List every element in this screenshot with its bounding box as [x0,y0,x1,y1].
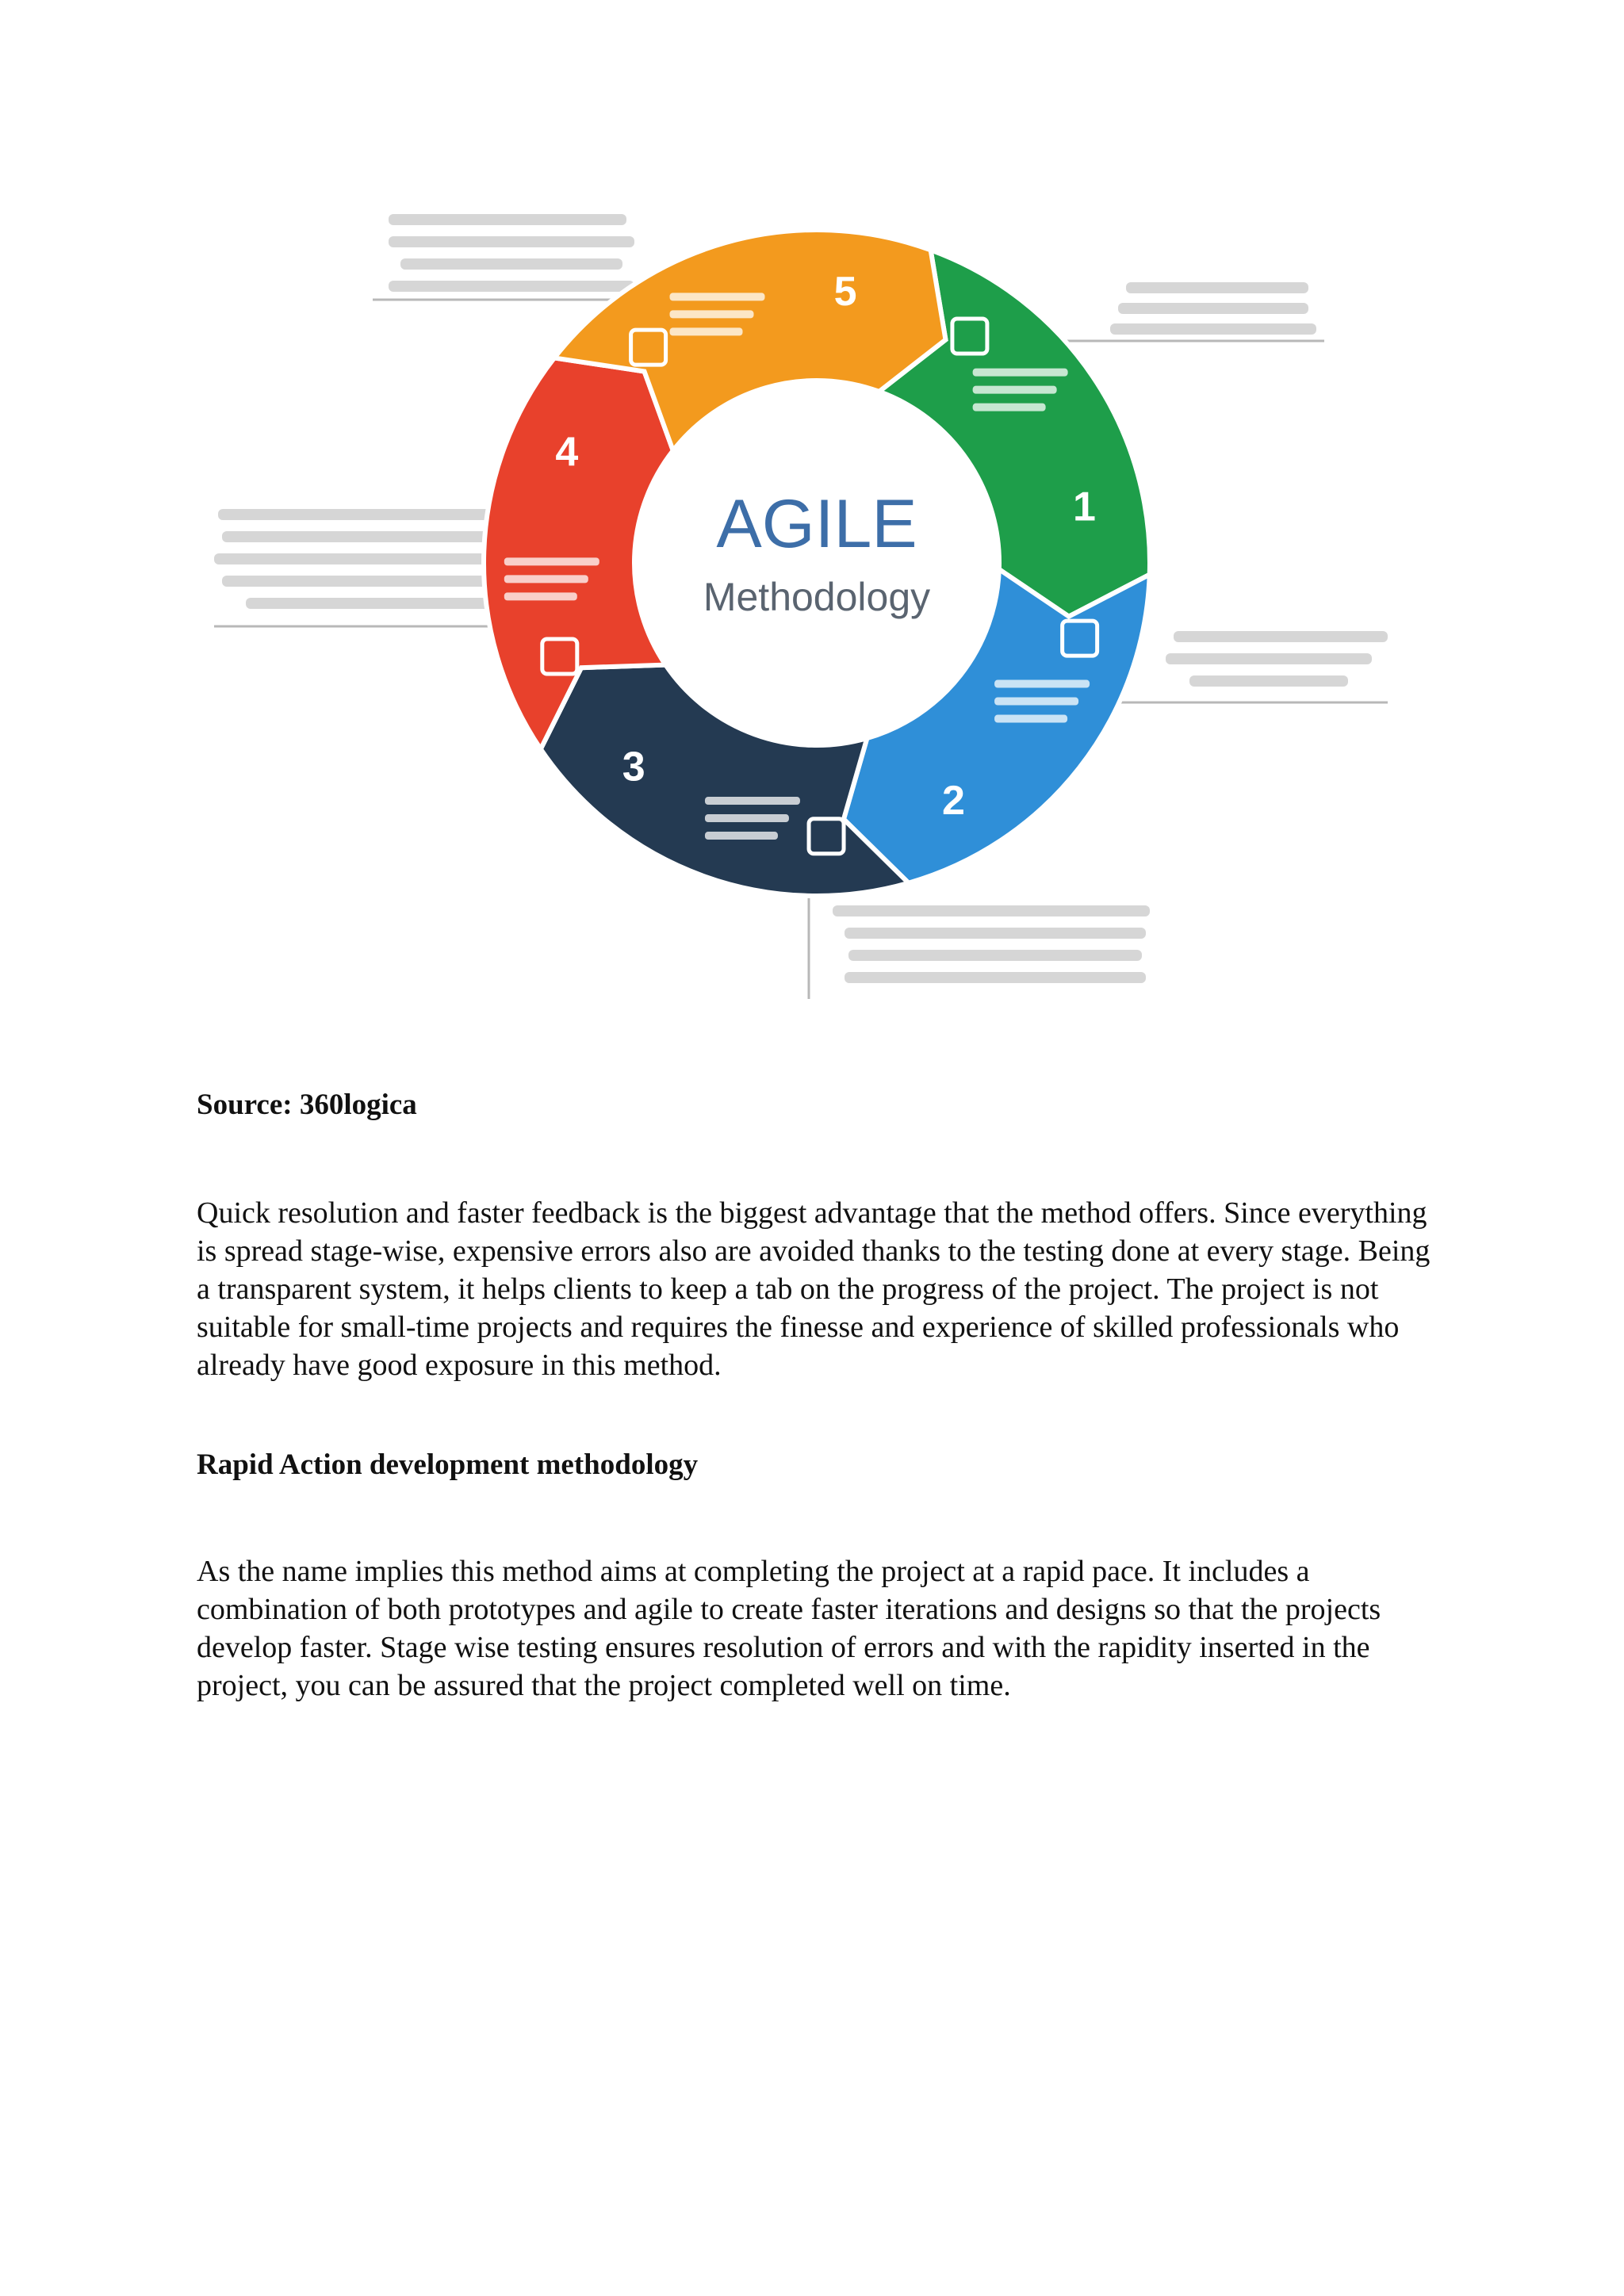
segment-text-placeholder [504,575,588,583]
segment-text-placeholder [504,557,599,565]
segment-text-placeholder [705,797,800,805]
center-title: AGILE [716,486,917,562]
section-heading-rapid-action: Rapid Action development methodology [197,1448,699,1481]
segment-text-placeholder [994,680,1090,688]
paragraph-1: Quick resolution and faster feedback is the biggest advantage that the method offers. Since everything is spread stage-wise, expensive errors also are avoided thanks to the testing done at every stage. Being a transparent system, it helps clients to keep a tab on the progress of the project. The project is not suitable for small-time projects and requires the finesse and experience of skilled professionals who already have good exposure in this method. [197,1196,1431,1382]
segment-number-5: 5 [833,268,857,315]
segment-text-placeholder [504,592,577,600]
segment-text-placeholder [973,369,1068,377]
segment-text-placeholder [670,310,754,318]
segment-text-placeholder [973,404,1046,411]
segment-text-placeholder [705,832,778,840]
segment-number-4: 4 [555,429,579,476]
segment-number-1: 1 [1073,484,1096,530]
source-label: Source: 360logica [197,1089,417,1121]
paragraph-2: As the name implies this method aims at completing the project at a rapid pace. It includes a combination of both prototypes and agile to create faster iterations and designs so that the projects develop faster. Stage wise testing ensures resolution of errors and with the rapidity inserted in the project, you can be assured that the project completed well on time. [197,1555,1381,1702]
center-circle [634,381,999,745]
segment-number-3: 3 [622,744,645,790]
segment-text-placeholder [670,293,765,300]
segment-text-placeholder [670,327,743,335]
agile-methodology-figure [198,182,1419,1015]
segment-number-2: 2 [942,777,965,824]
segment-text-placeholder [705,814,789,822]
center-subtitle: Methodology [703,575,931,619]
segment-text-placeholder [994,698,1078,706]
segment-text-placeholder [994,715,1067,723]
segment-text-placeholder [973,386,1057,394]
